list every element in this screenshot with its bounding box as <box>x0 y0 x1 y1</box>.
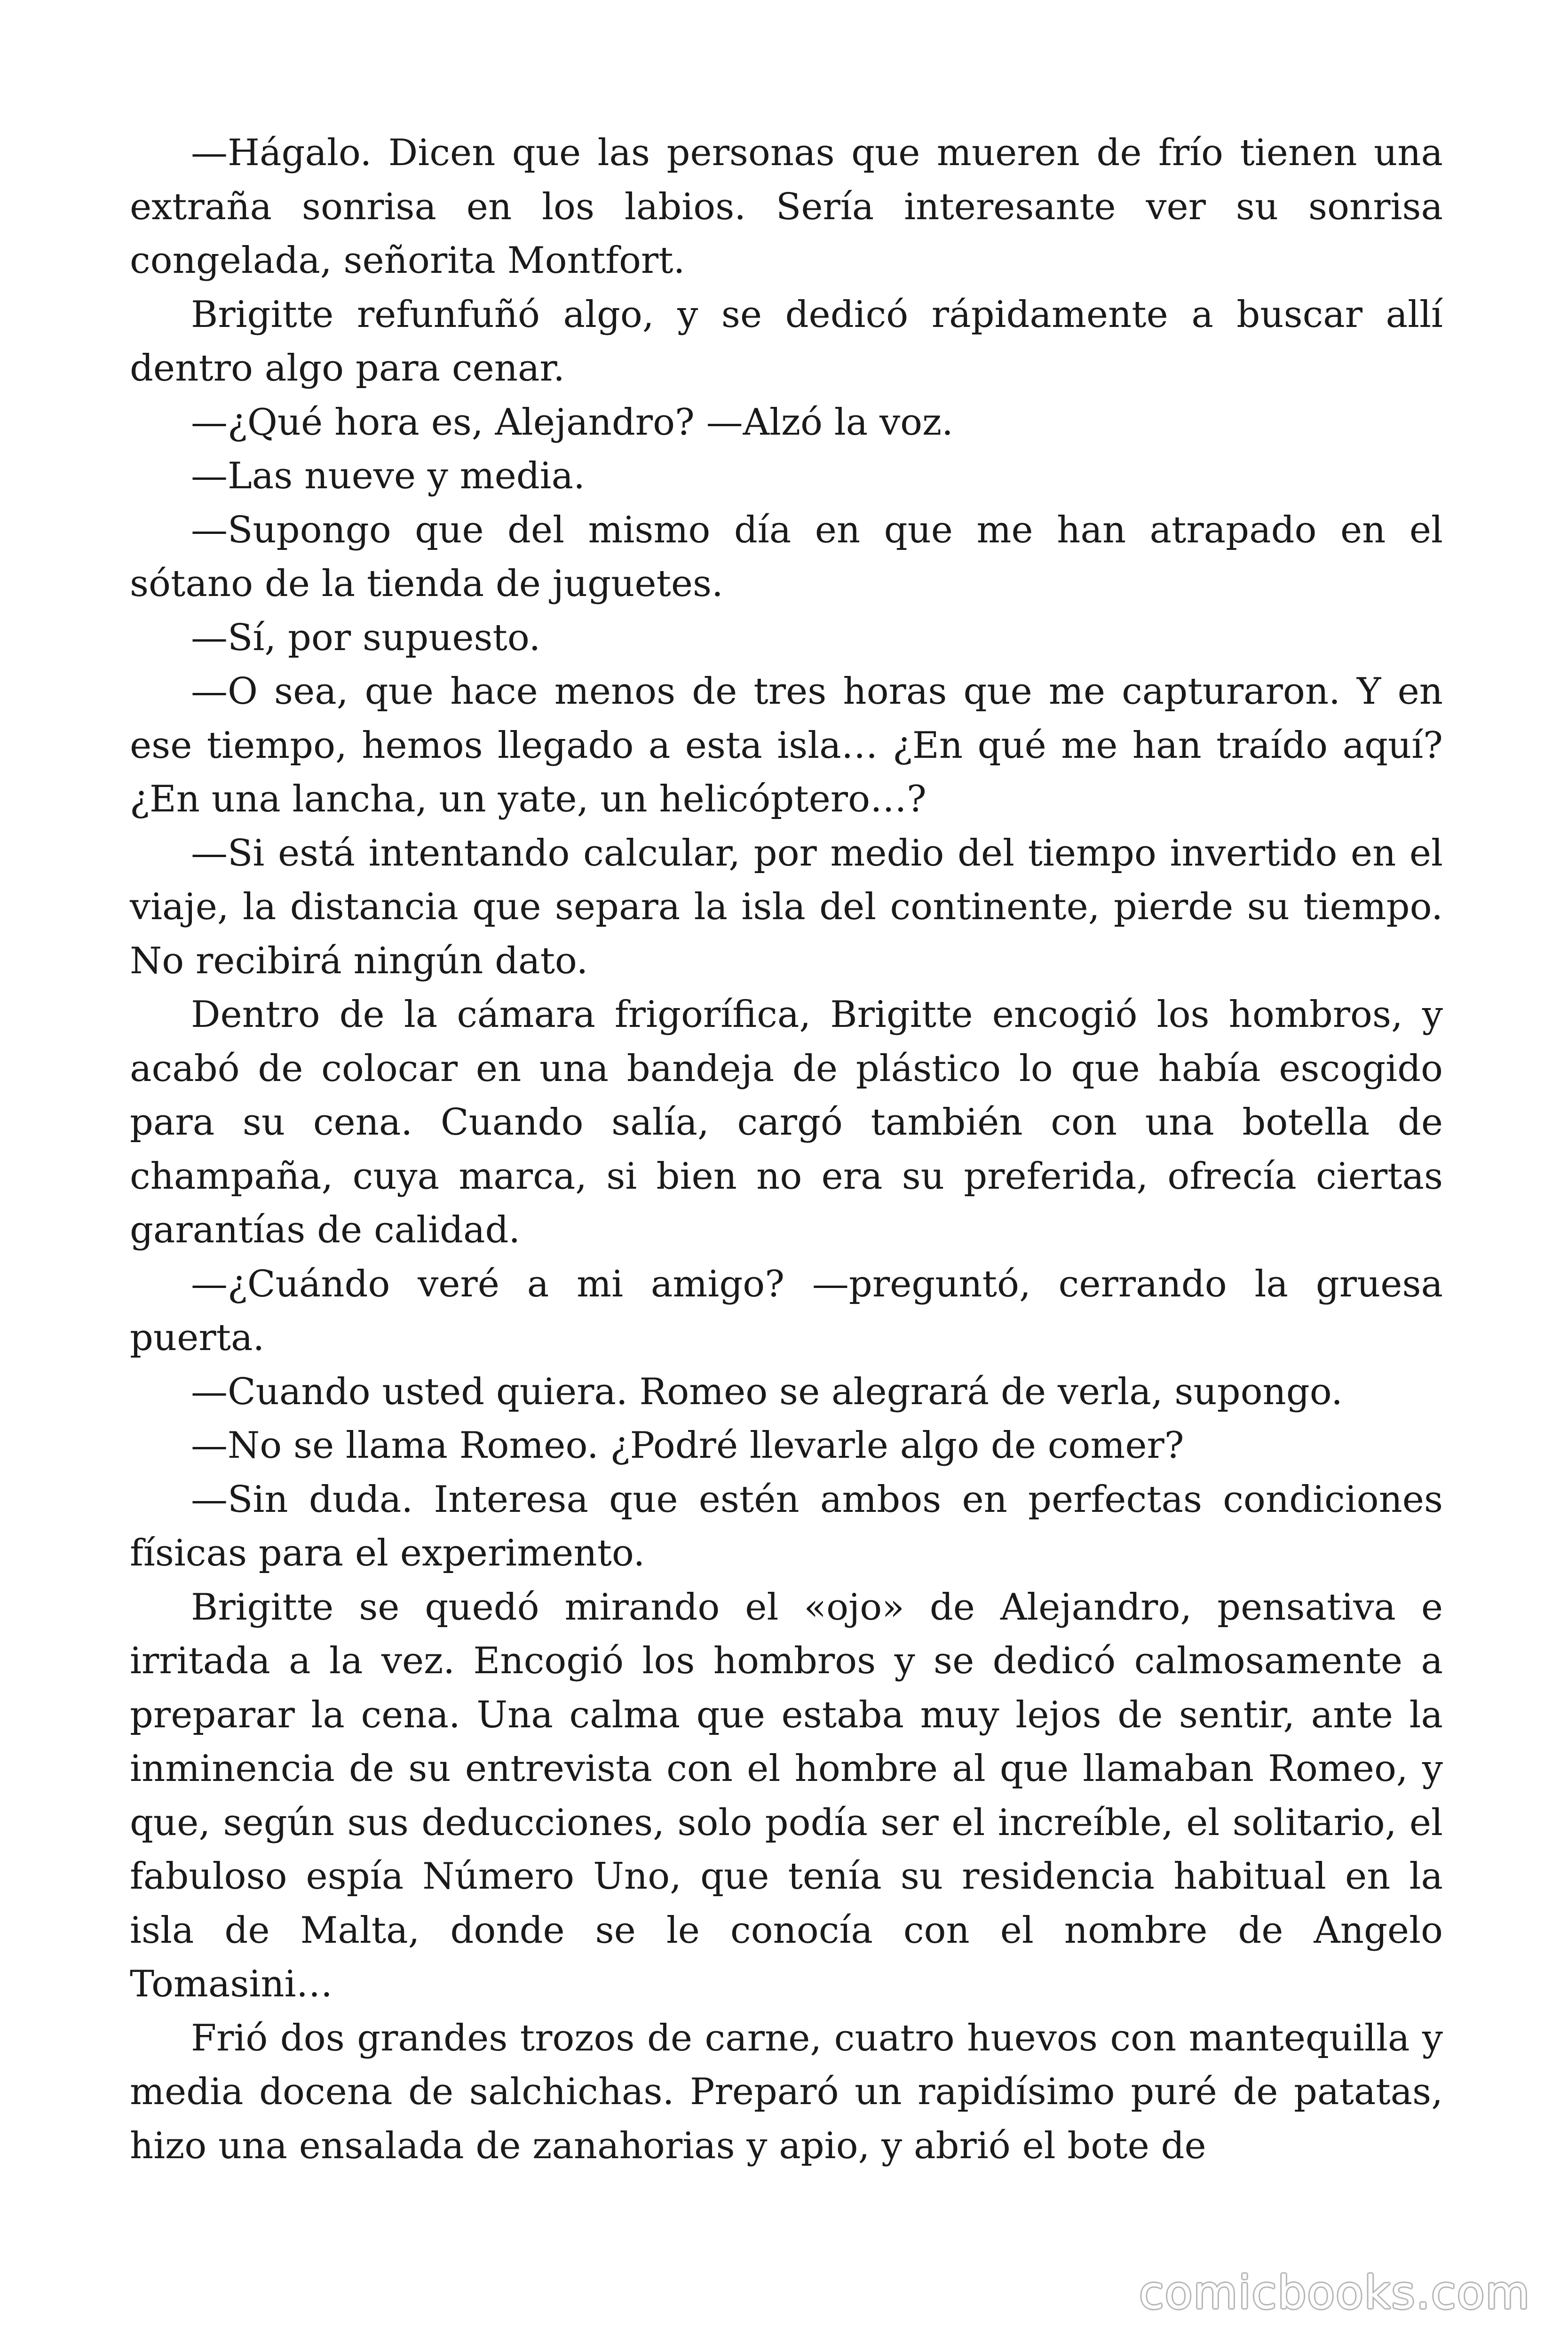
watermark: comicbooks.com <box>1139 2266 1530 2319</box>
paragraph: Brigitte refunfuñó algo, y se dedicó rápidamente a buscar allí dentro algo para cenar. <box>130 293 1443 389</box>
paragraph: Dentro de la cámara frigorífica, Brigitte encogió los hombros, y acabó de colocar en una bandeja de plástico lo que había escogido para su cena. Cuando salía, cargó también con una botella de champaña, cuya marca, si bien no era su preferida, ofrecía ciertas garantías de calidad. <box>130 993 1443 1251</box>
paragraph: —Sí, por supuesto. <box>191 616 541 659</box>
paragraph: —O sea, que hace menos de tres horas que me capturaron. Y en ese tiempo, hemos llegado a esta isla… ¿En qué me han traído aquí? ¿En una lancha, un yate, un helicóptero…? <box>130 670 1443 820</box>
paragraph: —Hágalo. Dicen que las personas que mueren de frío tienen una extraña sonrisa en los labios. Sería interesante ver su sonrisa congelada, señorita Montfort. <box>130 132 1443 282</box>
paragraph: —Sin duda. Interesa que estén ambos en perfectas condiciones físicas para el experimento. <box>130 1478 1443 1574</box>
paragraph: —Si está intentando calcular, por medio del tiempo invertido en el viaje, la distancia que separa la isla del continente, pierde su tiempo. No recibirá ningún dato. <box>130 832 1443 982</box>
body-text <box>130 126 1443 2173</box>
paragraph: Frió dos grandes trozos de carne, cuatro huevos con mantequilla y media docena de salchichas. Preparó un rapidísimo puré de patatas, hizo una ensalada de zanahorias y apio, y abrió el bote de <box>130 2017 1443 2167</box>
paragraph: —Las nueve y media. <box>191 455 585 497</box>
paragraph: —¿Qué hora es, Alejandro? —Alzó la voz. <box>191 401 953 444</box>
paragraph: —¿Cuándo veré a mi amigo? —preguntó, cerrando la gruesa puerta. <box>130 1263 1443 1359</box>
paragraph: —Supongo que del mismo día en que me han atrapado en el sótano de la tienda de juguetes. <box>130 509 1443 605</box>
paragraph: —Cuando usted quiera. Romeo se alegrará de verla, supongo. <box>191 1370 1343 1413</box>
paragraph: —No se llama Romeo. ¿Podré llevarle algo de comer? <box>191 1424 1184 1467</box>
paragraph: Brigitte se quedó mirando el «ojo» de Alejandro, pensativa e irritada a la vez. Encogió los hombros y se dedicó calmosamente a preparar la cena. Una calma que estaba muy lejos de sentir, ante la inminencia de su entrevista con el hombre al que llamaban Romeo, y que, según sus deducciones, solo podía ser el increíble, el solitario, el fabuloso espía Número Uno, que tenía su residencia habitual en la isla de Malta, donde se le conocía con el nombre de Angelo Tomasini… <box>130 1586 1443 2005</box>
